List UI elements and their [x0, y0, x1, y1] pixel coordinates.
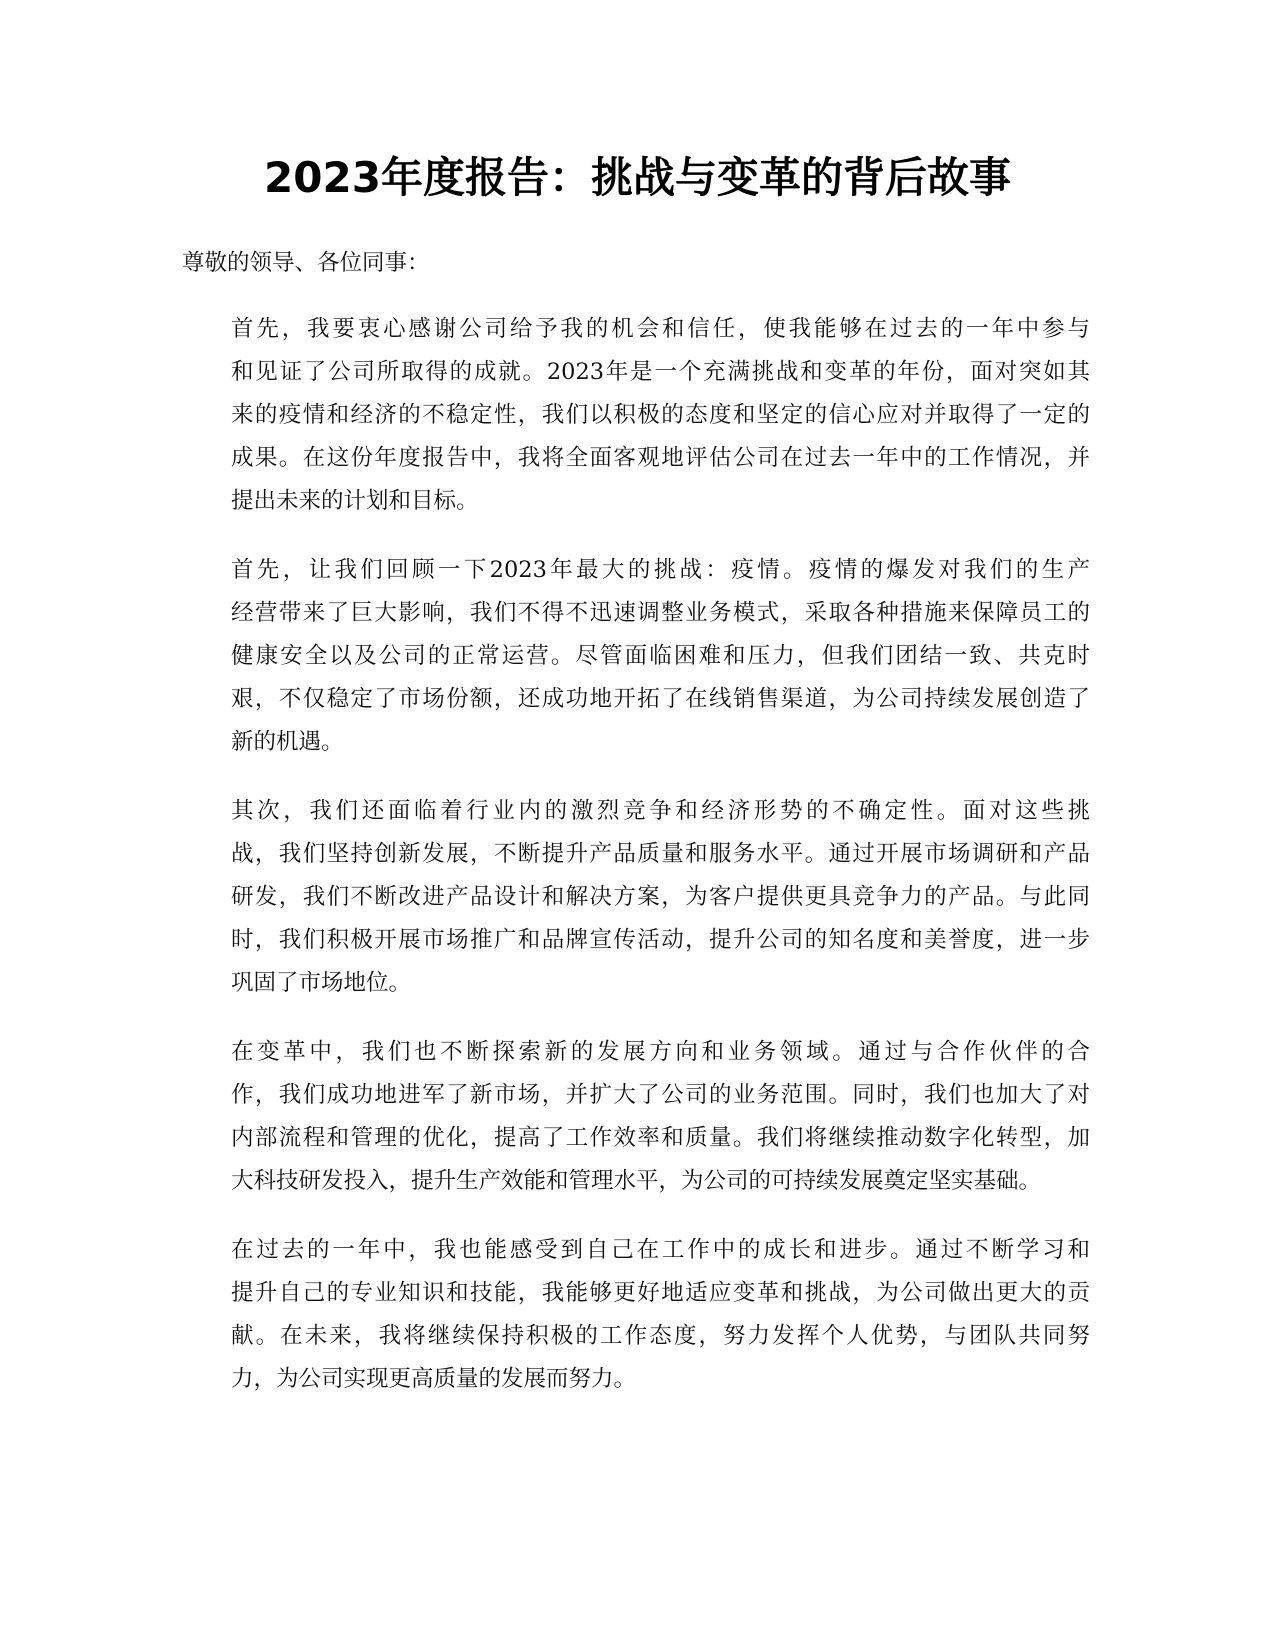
paragraph-5 [185, 1229, 1090, 1401]
text-line: 艰，不仅稳定了市场份额，还成功地开拓了在线销售渠道，为公司持续发展创造了 [231, 686, 1090, 712]
text-line: 成果。在这份年度报告中，我将全面客观地评估公司在过去一年中的工作情况，并 [231, 445, 1090, 471]
text-line: 内部流程和管理的优化，提高了工作效率和质量。我们将继续推动数字化转型，加 [231, 1125, 1090, 1151]
paragraph-1 [185, 308, 1090, 523]
text-line: 提升自己的专业知识和技能，我能够更好地适应变革和挑战，为公司做出更大的贡 [231, 1280, 1090, 1306]
paragraph-3 [185, 790, 1090, 1005]
text-line: 首先，让我们回顾一下2023年最大的挑战：疫情。疫情的爆发对我们的生产 [231, 557, 1090, 583]
text-line: 时，我们积极开展市场推广和品牌宣传活动，提升公司的知名度和美誉度，进一步 [231, 927, 1090, 953]
text-line: 新的机遇。 [231, 729, 344, 755]
text-line: 巩固了市场地位。 [231, 970, 412, 996]
paragraph-2 [185, 549, 1090, 764]
paragraph-4 [185, 1031, 1090, 1203]
document-body [185, 308, 1090, 1427]
text-line: 在变革中，我们也不断探索新的发展方向和业务领域。通过与合作伙伴的合 [231, 1039, 1090, 1065]
text-line: 大科技研发投入，提升生产效能和管理水平，为公司的可持续发展奠定坚实基础。 [231, 1168, 1042, 1194]
text-line: 健康安全以及公司的正常运营。尽管面临困难和压力，但我们团结一致、共克时 [231, 643, 1090, 669]
text-line: 力，为公司实现更高质量的发展而努力。 [231, 1366, 637, 1392]
document-title: 2023年度报告：挑战与变革的背后故事 [264, 153, 1011, 202]
text-line: 在过去的一年中，我也能感受到自己在工作中的成长和进步。通过不断学习和 [231, 1237, 1090, 1263]
text-line: 战，我们坚持创新发展，不断提升产品质量和服务水平。通过开展市场调研和产品 [231, 841, 1090, 867]
text-line: 作，我们成功地进军了新市场，并扩大了公司的业务范围。同时，我们也加大了对 [231, 1082, 1090, 1108]
text-line: 首先，我要衷心感谢公司给予我的机会和信任，使我能够在过去的一年中参与 [231, 316, 1090, 342]
salutation: 尊敬的领导、各位同事： [182, 250, 430, 276]
text-line: 研发，我们不断改进产品设计和解决方案，为客户提供更具竞争力的产品。与此同 [231, 884, 1090, 910]
text-line: 和见证了公司所取得的成就。2023年是一个充满挑战和变革的年份，面对突如其 [231, 359, 1090, 385]
text-line: 献。在未来，我将继续保持积极的工作态度，努力发挥个人优势，与团队共同努 [231, 1323, 1090, 1349]
text-line: 经营带来了巨大影响，我们不得不迅速调整业务模式，采取各种措施来保障员工的 [231, 600, 1090, 626]
text-line: 提出未来的计划和目标。 [231, 488, 479, 514]
text-line: 来的疫情和经济的不稳定性，我们以积极的态度和坚定的信心应对并取得了一定的 [231, 402, 1090, 428]
text-line: 其次，我们还面临着行业内的激烈竞争和经济形势的不确定性。面对这些挑 [231, 798, 1090, 824]
